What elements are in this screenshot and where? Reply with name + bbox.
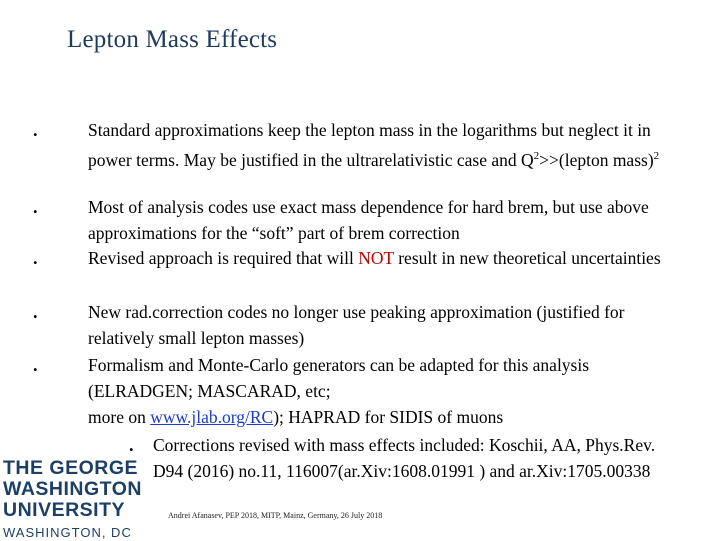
bullet-1 bbox=[88, 118, 678, 173]
bullet-5: Formalism and Monte-Carlo generators can be adapted for this analysis (ELRADGEN; MASCARAD, etc; bbox=[88, 355, 590, 401]
bullet-marker: . bbox=[33, 355, 38, 375]
emphasis-not: NOT bbox=[358, 248, 394, 268]
bullet-marker: . bbox=[33, 302, 38, 322]
sub-bullet-marker: . bbox=[129, 435, 134, 455]
slide-footer: Andrei Afanasev, PEP 2018, MITP, Mainz, Germany, 26 July 2018 bbox=[168, 511, 383, 520]
bullet-4: New rad.correction codes no longer use peaking approximation (justified for relatively small lepton masses) bbox=[88, 302, 625, 348]
bullet-2: Most of analysis codes use exact mass dependence for hard brem, but use above approximations for the “soft” part of brem correction bbox=[88, 197, 649, 243]
superscript: 2 bbox=[533, 149, 540, 162]
bullet-3 bbox=[88, 246, 678, 272]
bullet-marker: . bbox=[33, 120, 38, 140]
bullet-1-text-cont: >>(lepton mass) bbox=[539, 149, 654, 170]
logo-line-2: WASHINGTON bbox=[3, 478, 142, 500]
more-info-line bbox=[88, 405, 678, 431]
more-suffix: ); HAPRAD for SIDIS of muons bbox=[273, 407, 504, 427]
sub-bullet: Corrections revised with mass effects included: Koschii, AA, Phys.Rev. D94 (2016) no.11, 116007(ar.Xiv:1608.01991 ) and ar.Xiv:1705.00338 bbox=[153, 435, 656, 481]
more-prefix: more on bbox=[88, 407, 151, 427]
gwu-logo bbox=[3, 458, 148, 541]
jlab-rc-link[interactable]: www.jlab.org/RC bbox=[150, 407, 274, 427]
bullet-3-text: Revised approach is required that will bbox=[88, 248, 359, 268]
bullet-1-text: Standard approximations keep the lepton mass in the logarithms but neglect it in power terms. May be justified in the ultrarelativistic case and Q bbox=[88, 120, 651, 170]
bullet-3-text-cont: result in new theoretical uncertainties bbox=[393, 248, 661, 268]
bullet-marker: . bbox=[33, 197, 38, 217]
superscript: 2 bbox=[653, 149, 660, 162]
bullet-marker: . bbox=[33, 248, 38, 268]
slide-title: Lepton Mass Effects bbox=[67, 26, 278, 53]
logo-line-4: WASHINGTON, DC bbox=[3, 525, 132, 540]
logo-line-1: THE GEORGE bbox=[3, 457, 139, 479]
logo-line-3: UNIVERSITY bbox=[3, 499, 126, 521]
